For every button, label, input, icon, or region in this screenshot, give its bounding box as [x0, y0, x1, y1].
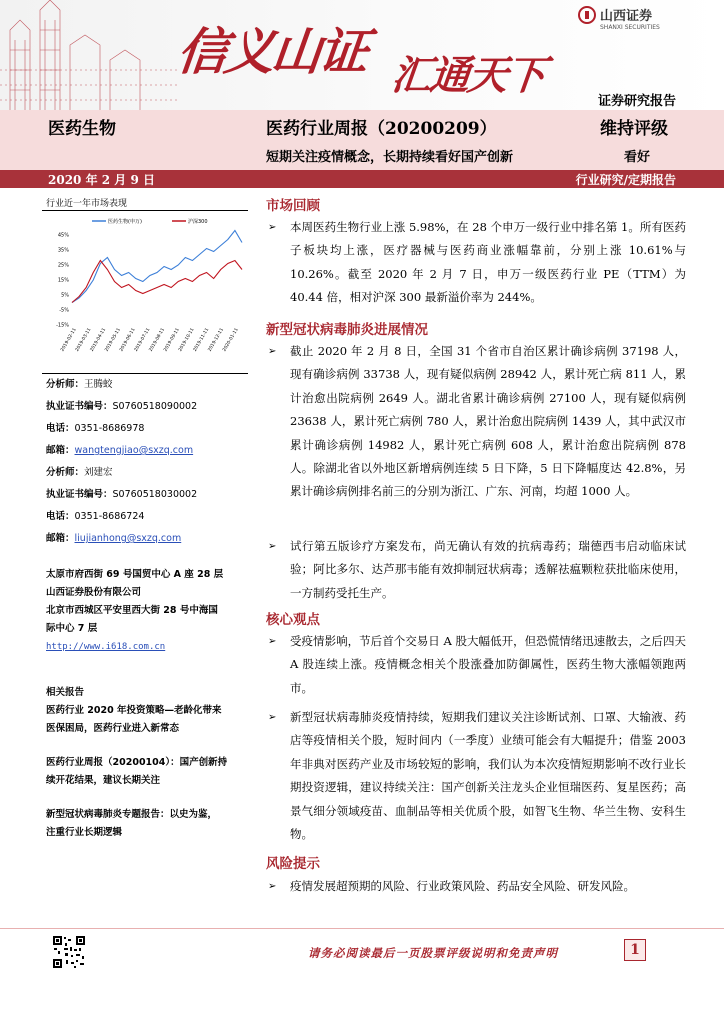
slogan-part1: 信义山证 [174, 22, 369, 81]
related-item-2[interactable]: 医药行业周报（20200104）：国产创新持 续开花结果，建议长期关注 [46, 757, 228, 786]
x-tick-label: 2019-07-11 [133, 327, 152, 353]
analyst-2-name: 分析师：刘建宏 [46, 467, 113, 478]
slogan-part2: 汇通天下 [389, 52, 547, 99]
risk-paragraph: ➢ 疫情发展超预期的风险、行业政策风险、药品安全风险、研发风险。 [268, 875, 686, 898]
analyst-1-email-link[interactable]: wangtengjiao@sxzq.com [74, 445, 194, 456]
logo-mark-icon [578, 6, 596, 24]
core-paragraph-2: ➢ 新型冠状病毒肺炎疫情持续，短期我们建议关注诊断试剂、口罩、大输液、药店等疫情相关个股，短时间内（一季度）业绩可能会有大幅提升；借鉴 2003 年非典对医药产业及市场较短的影响，我们认为本次疫情短期影响不改行业长期投资逻辑，建议持续关注：国产创新关注龙头企业恒瑞医药、复星医药；高景气细分领域疫苗、血制品等相关优质个股，如智飞生物、华兰生物、安科生物。 [268, 706, 686, 846]
series-line-1 [72, 261, 242, 303]
section-risk: 风险提示 [266, 856, 320, 872]
x-tick-label: 2019-08-11 [148, 327, 167, 353]
covid-paragraph-1: ➢ 截止 2020 年 2 月 8 日，全国 31 个省市自治区累计确诊病例 37198 人，现有确诊病例 33738 人，现有疑似病例 28942 人，累计死亡病 811 人，累计治愈出院病例 2649 人。湖北省累计确诊病例 27100 人，现有疑似病例 23638 人，累计死亡病例 780 人，累计治愈出院病例 1439 人，其中武汉市累计确诊病例 14982 人，累计死亡病例 608 人，累计治愈出院病例 878 人。除湖北省以外地区新增病例连续 5 日下降，5 日下降幅度达 42.8%，另累计确诊病例排名前三的分别为浙江、广东、河南，均超 1000 人。 [268, 340, 686, 504]
analyst-2-email: 邮箱：liujianhong@sxzq.com [46, 533, 182, 544]
analyst-1-email: 邮箱：wangtengjiao@sxzq.com [46, 445, 194, 456]
rating-label: 维持评级 [600, 119, 668, 139]
report-date: 2020 年 2 月 9 日 [48, 173, 155, 187]
y-tick-label: 45% [57, 232, 69, 239]
analyst-2-email-link[interactable]: liujianhong@sxzq.com [74, 533, 182, 544]
section-market-review: 市场回顾 [266, 198, 320, 214]
y-tick-label: 15% [57, 277, 69, 284]
bullet-icon: ➢ [268, 881, 277, 892]
disclaimer-note: 请务必阅读最后一页股票评级说明和免责声明 [308, 946, 558, 960]
x-tick-label: 2019-10-11 [178, 327, 196, 353]
page-number: 1 [624, 939, 646, 961]
x-tick-label: 2019-11-11 [192, 327, 211, 353]
covid-paragraph-2: ➢ 试行第五版诊疗方案发布，尚无确认有效的抗病毒药；瑞德西韦启动临床试验；阿比多尔、达芦那韦能有效抑制冠状病毒；透解祛瘟颗粒获批临床使用，一方制药受托生产。 [268, 535, 686, 605]
related-reports [46, 684, 246, 842]
analyst-2-cert: 执业证书编号：S0760518030002 [46, 489, 198, 500]
analyst-1-tel: 电话：0351-8686978 [46, 423, 145, 434]
market-paragraph: ➢ 本周医药生物行业上涨 5.98%，在 28 个申万一级行业中排名第 1。所有医药子板块均上涨，医疗器械与医药商业涨幅靠前，分别上涨 10.61%与 10.26%。截至 2020 年 2 月 7 日，申万一级医药行业 PE（TTM）为 40.44 倍，相对沪深 300 最新溢价率为 244%。 [268, 216, 686, 310]
section-covid-progress: 新型冠状病毒肺炎进展情况 [266, 322, 428, 338]
company-logo [578, 5, 652, 24]
chart-title: 行业近一年市场表现 [46, 199, 128, 209]
market-performance-chart [42, 213, 248, 373]
x-tick-label: 2019-02-11 [60, 327, 78, 353]
y-tick-label: 5% [61, 292, 69, 299]
analyst-1-cert: 执业证书编号：S0760518090002 [46, 401, 198, 412]
related-item-3[interactable]: 新型冠状病毒肺炎专题报告：以史为鉴， 注重行业长期逻辑 [46, 809, 218, 838]
footer-divider [0, 928, 724, 929]
bullet-icon: ➢ [268, 712, 277, 723]
x-tick-label: 2019-05-11 [104, 327, 122, 353]
report-title: 医药行业周报（20200209） [266, 119, 497, 139]
y-tick-label: -5% [59, 307, 69, 314]
series-line-0 [72, 231, 242, 303]
x-tick-label: 2019-04-11 [89, 327, 108, 353]
legend-label-1: 沪深300 [188, 219, 208, 225]
bullet-icon: ➢ [268, 541, 277, 552]
related-heading: 相关报告 [46, 687, 85, 698]
analyst-1-name: 分析师：王腾蛟 [46, 379, 113, 390]
bullet-icon: ➢ [268, 636, 277, 647]
section-core-view: 核心观点 [266, 612, 320, 628]
bullet-icon: ➢ [268, 346, 277, 357]
x-tick-label: 2019-12-11 [207, 327, 226, 353]
divider [42, 210, 248, 211]
core-paragraph-1: ➢ 受疫情影响，节后首个交易日 A 股大幅低开，但恐慌情绪迅速散去，之后四天 A 股连续上涨。疫情概念相关个股涨叠加防御属性，医药生物大涨幅领跑两市。 [268, 630, 686, 700]
address-block: 太原市府西街 69 号国贸中心 A 座 28 层 山西证券股份有限公司 北京市西城区平安里西大街 28 号中海国 际中心 7 层 http://www.i618.com.cn [46, 566, 246, 656]
logo-name-cn: 山西证券 [600, 9, 653, 24]
rating-value: 看好 [624, 150, 651, 165]
website-link[interactable]: http://www.i618.com.cn [46, 642, 166, 652]
analyst-2-tel: 电话：0351-8686724 [46, 511, 145, 522]
related-item-1[interactable]: 医药行业 2020 年投资策略—老龄化带来 医保困局，医药行业进入新常态 [46, 705, 222, 734]
x-tick-label: 2019-06-11 [119, 327, 137, 353]
city-skyline-illustration [0, 0, 180, 110]
bullet-icon: ➢ [268, 222, 277, 233]
report-type: 证券研究报告 [597, 94, 676, 109]
report-category: 行业研究/定期报告 [575, 173, 676, 187]
y-tick-label: -15% [56, 322, 69, 329]
x-tick-label: 2019-09-11 [163, 327, 181, 353]
qr-code-icon [52, 935, 86, 969]
y-tick-label: 35% [57, 247, 69, 254]
report-subtitle: 短期关注疫情概念，长期持续看好国产创新 [266, 150, 514, 165]
y-tick-label: 25% [57, 262, 69, 269]
sector-name: 医药生物 [48, 119, 116, 139]
divider [42, 373, 248, 374]
x-tick-label: 2020-01-11 [222, 327, 240, 353]
logo-name-en: SHANXI SECURITIES [600, 24, 660, 31]
x-tick-label: 2019-03-11 [75, 327, 93, 353]
legend-label-0: 医药生物(申万) [108, 219, 142, 225]
